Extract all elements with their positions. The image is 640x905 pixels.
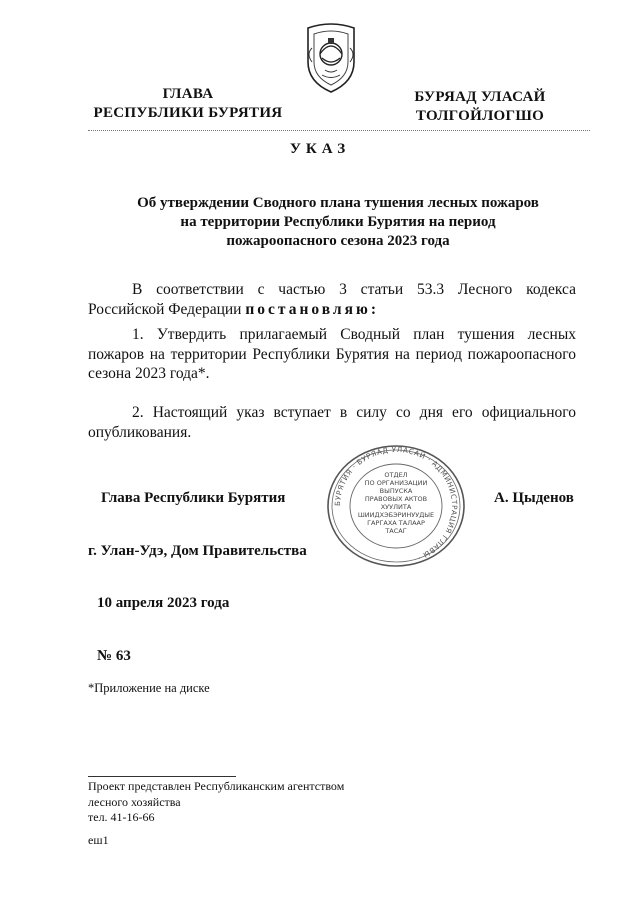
header-divider — [88, 130, 590, 131]
header-left — [88, 85, 288, 123]
decree-word: постановляю: — [245, 300, 380, 318]
project-note — [88, 779, 408, 826]
document-code: еш1 — [88, 833, 109, 847]
project-note-line-2: лесного хозяйства — [88, 794, 181, 809]
item-1-paragraph: 1. Утвердить прилагаемый Сводный план тушения лесных пожаров на территории Республики Бурятия на период пожароопасного сезона 2023 года*. — [88, 326, 576, 382]
project-note-line-1: Проект представлен Республиканским агентством — [88, 779, 345, 793]
header-right — [380, 88, 580, 126]
stamp-line-7: ГАРГАХА ТАЛААР — [367, 519, 425, 527]
subject-line-2: на территории Республики Бурятия на период — [180, 214, 496, 230]
subject-line-1: Об утверждении Сводного плана тушения лесных пожаров — [137, 195, 539, 211]
footnote-divider — [88, 776, 236, 777]
stamp-line-8: ТАСАГ — [385, 527, 407, 535]
stamp-line-2: ПО ОРГАНИЗАЦИИ — [364, 479, 428, 487]
document-subject — [100, 194, 576, 251]
header-left-line2: РЕСПУБЛИКИ БУРЯТИЯ — [93, 105, 283, 121]
stamp-line-4: ПРАВОВЫХ АКТОВ — [364, 495, 428, 503]
official-stamp — [316, 444, 476, 568]
header-right-line2: ТОЛГОЙЛОГШО — [415, 108, 545, 124]
document-title: УКАЗ — [289, 141, 351, 157]
signature-position: Глава Республики Бурятия — [101, 490, 286, 506]
coat-of-arms-icon — [300, 22, 362, 94]
stamp-line-1: ОТДЕЛ — [384, 471, 408, 479]
project-note-phone: тел. 41-16-66 — [88, 810, 155, 824]
stamp-line-3: ВЫПУСКА — [379, 487, 413, 495]
decree-number: № 63 — [97, 648, 131, 664]
stamp-line-6: ШИИДХЭБЭРИНУУДЫЕ — [357, 511, 435, 519]
stamp-line-5: ХУУЛИТА — [380, 503, 412, 511]
stamp-ring-text: БУРЯТИЯ · БУРЯАД УЛАСАЙ · АДМИНИСТРАЦИЯ ГЛАВЫ · — [332, 444, 460, 563]
header-left-line1: ГЛАВА — [162, 86, 214, 102]
signature-name: А. Цыденов — [494, 490, 574, 506]
subject-line-3: пожароопасного сезона 2023 года — [226, 233, 450, 249]
attachment-footnote: *Приложение на диске — [88, 681, 210, 695]
header-right-line1: БУРЯАД УЛАСАЙ — [414, 89, 546, 105]
decree-date: 10 апреля 2023 года — [97, 595, 230, 611]
preamble-paragraph — [88, 280, 576, 319]
item-2-paragraph: 2. Настоящий указ вступает в силу со дня его официального опубликования. — [88, 404, 576, 441]
preamble-text: В соответствии с частью 3 статьи 53.3 Лесного кодекса Российской Федерации — [88, 281, 576, 318]
place-of-signing: г. Улан-Удэ, Дом Правительства — [88, 543, 307, 559]
